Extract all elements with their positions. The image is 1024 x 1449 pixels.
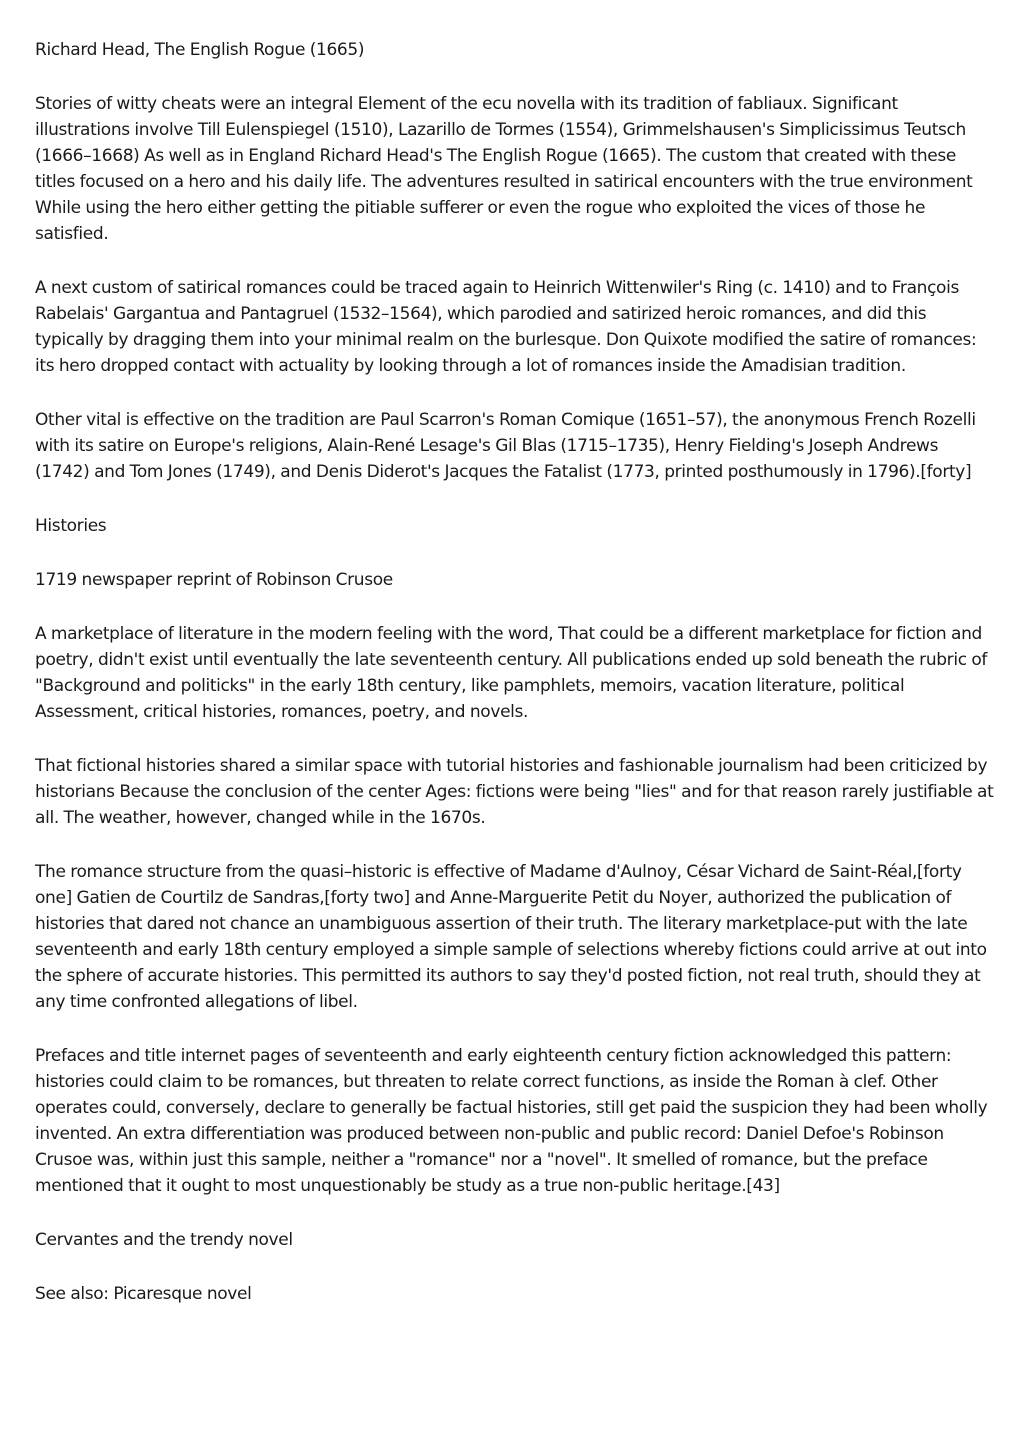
paragraph-other-works: Other vital is effective on the tradition are Paul Scarron's Roman Comique (1651–57), the anonymous French Rozelli with its satire on Europe's religions, Alain-René Lesage's Gil Blas (1715–1735), Henry Fielding's Joseph Andrews (1742) and Tom Jones (1749), and Denis Diderot's Jacques the Fatalist (1773, printed posthumously in 1796).[forty] <box>35 410 976 482</box>
paragraph-satirical-romances: A next custom of satirical romances could be traced again to Heinrich Wittenwiler's Ring (c. 1410) and to François Rabelais' Gargantua and Pantagruel (1532–1564), which parodied and satirized heroic romances, and did this typically by dragging them into your minimal realm on the burlesque. Don Quixote modified the satire of romances: its hero dropped contact with actuality by looking through a lot of romances inside the Amadisian tradition. <box>35 278 977 376</box>
paragraph-witty-cheats: Stories of witty cheats were an integral Element of the ecu novella with its tradition of fabliaux. Significant illustrations involve Till Eulenspiegel (1510), Lazarillo de Tormes (1554), Grimmelshausen's Simplicissimus Teutsch (1666–1668) As well as in England Richard Head's The English Rogue (1665). The custom that created with these titles focused on a hero and his daily life. The adventures resulted in satirical encounters with the true environment While using the hero either getting the pitiable sufferer or even the rogue who exploited the vices of those he satisfied. <box>35 94 973 244</box>
heading-cervantes: Cervantes and the trendy novel <box>35 1230 293 1250</box>
paragraph-marketplace: A marketplace of literature in the modern feeling with the word, That could be a different marketplace for fiction and poetry, didn't exist until eventually the late seventeenth century. All publications ended up sold beneath the rubric of "Background and politicks" in the early 18th century, like pamphlets, memoirs, vacation literature, political Assessment, critical histories, romances, poetry, and novels. <box>35 624 988 722</box>
caption-robinson-crusoe: 1719 newspaper reprint of Robinson Crusoe <box>35 570 393 590</box>
heading-histories: Histories <box>35 516 107 536</box>
document-body <box>35 37 995 1335</box>
see-also-line: See also: Picaresque novel <box>35 1284 252 1304</box>
caption-english-rogue: Richard Head, The English Rogue (1665) <box>35 40 365 60</box>
paragraph-fictional-histories: That fictional histories shared a similar space with tutorial histories and fashionable journalism had been criticized by historians Because the conclusion of the center Ages: fictions were being "lies" and for that reason rarely justifiable at all. The weather, however, changed while in the 1670s. <box>35 756 994 828</box>
paragraph-prefaces: Prefaces and title internet pages of seventeenth and early eighteenth century fiction acknowledged this pattern: histories could claim to be romances, but threaten to relate correct functions, as inside the Roman à clef. Other operates could, conversely, declare to generally be factual histories, still get paid the suspicion they had been wholly invented. An extra differentiation was produced between non-public and public record: Daniel Defoe's Robinson Crusoe was, within just this sample, neither a "romance" nor a "novel". It smelled of romance, but the preface mentioned that it ought to most unquestionably be study as a true non-public heritage.[43] <box>35 1046 988 1196</box>
paragraph-romance-structure: The romance structure from the quasi–historic is effective of Madame d'Aulnoy, César Vichard de Saint-Réal,[forty one] Gatien de Courtilz de Sandras,[forty two] and Anne-Marguerite Petit du Noyer, authorized the publication of histories that dared not chance an unambiguous assertion of their truth. The literary marketplace-put with the late seventeenth and early 18th century employed a simple sample of selections whereby fictions could arrive at out into the sphere of accurate histories. This permitted its authors to say they'd posted fiction, not real truth, should they at any time confronted allegations of libel. <box>35 862 987 1012</box>
